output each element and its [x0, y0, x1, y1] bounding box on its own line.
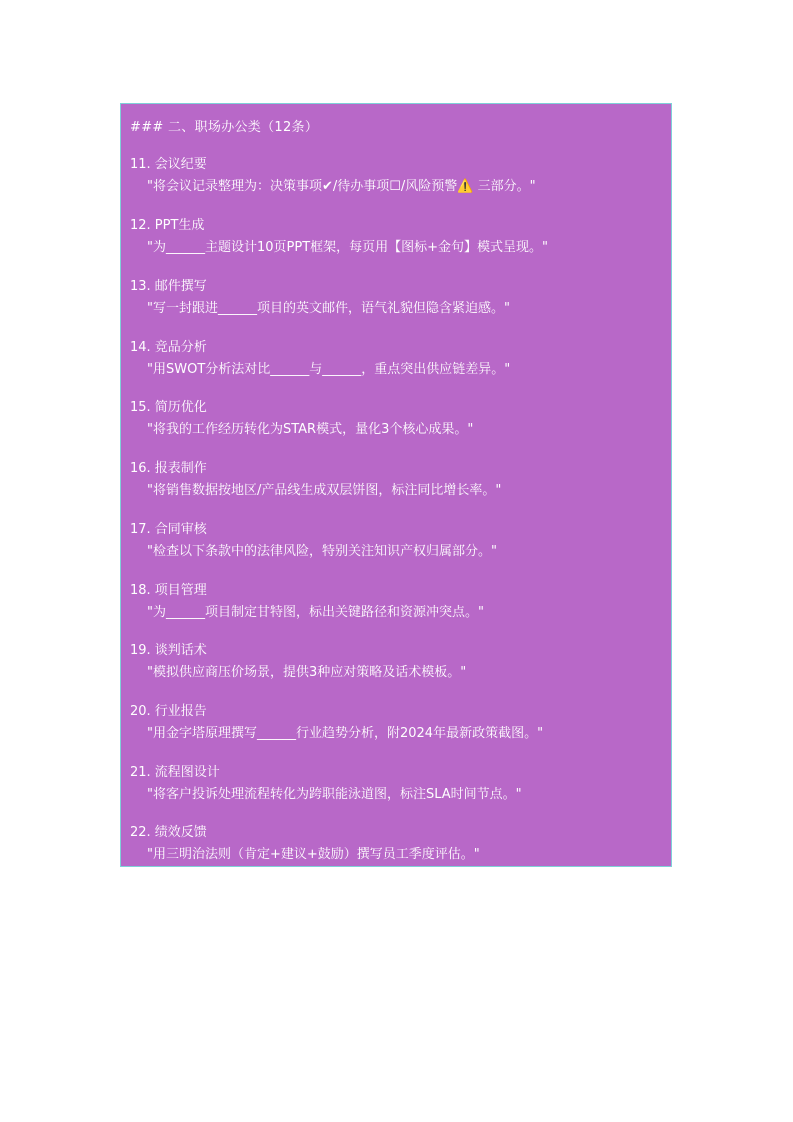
item-prompt: "用金字塔原理撰写______行业趋势分析，附2024年最新政策截图。": [147, 726, 544, 741]
item-title: 13. 邮件撰写: [130, 279, 207, 294]
item-title: 18. 项目管理: [130, 583, 207, 598]
item-prompt: "检查以下条款中的法律风险，特别关注知识产权归属部分。": [147, 544, 497, 559]
list-item: [130, 642, 666, 682]
item-prompt: "将销售数据按地区/产品线生成双层饼图，标注同比增长率。": [147, 483, 502, 498]
prompt-card: [120, 103, 672, 867]
item-prompt: "将会议记录整理为：决策事项✔/待办事项☐/风险预警⚠️ 三部分。": [147, 179, 536, 194]
item-prompt: "为______项目制定甘特图，标出关键路径和资源冲突点。": [147, 605, 484, 620]
list-item: [130, 703, 666, 743]
item-prompt: "为______主题设计10页PPT框架，每页用【图标+金句】模式呈现。": [147, 240, 549, 255]
item-title: 12. PPT生成: [130, 218, 205, 233]
item-title: 17. 合同审核: [130, 522, 207, 537]
item-prompt: "将我的工作经历转化为STAR模式，量化3个核心成果。": [147, 422, 474, 437]
item-title: 19. 谈判话术: [130, 643, 207, 658]
item-title: 21. 流程图设计: [130, 765, 220, 780]
item-title: 11. 会议纪要: [130, 157, 207, 172]
item-title: 15. 简历优化: [130, 400, 207, 415]
list-item: [130, 582, 666, 622]
item-title: 20. 行业报告: [130, 704, 207, 719]
item-title: 22. 绩效反馈: [130, 825, 207, 840]
item-title: 16. 报表制作: [130, 461, 207, 476]
list-item: [130, 217, 666, 257]
item-prompt: "将客户投诉处理流程转化为跨职能泳道图，标注SLA时间节点。": [147, 787, 522, 802]
list-item: [130, 156, 666, 196]
list-item: [130, 764, 666, 804]
item-prompt: "模拟供应商压价场景，提供3种应对策略及话术模板。": [147, 665, 467, 680]
section-heading: ### 二、职场办公类（12条）: [130, 120, 319, 135]
item-prompt: "用SWOT分析法对比______与______，重点突出供应链差异。": [147, 362, 511, 377]
item-prompt: "用三明治法则（肯定+建议+鼓励）撰写员工季度评估。": [147, 847, 480, 862]
list-item: [130, 278, 666, 318]
list-item: [130, 339, 666, 379]
list-item: [130, 460, 666, 500]
list-item: [130, 399, 666, 439]
item-title: 14. 竞品分析: [130, 340, 207, 355]
list-item: [130, 521, 666, 561]
list-item: [130, 824, 666, 864]
item-prompt: "写一封跟进______项目的英文邮件，语气礼貌但隐含紧迫感。": [147, 301, 510, 316]
